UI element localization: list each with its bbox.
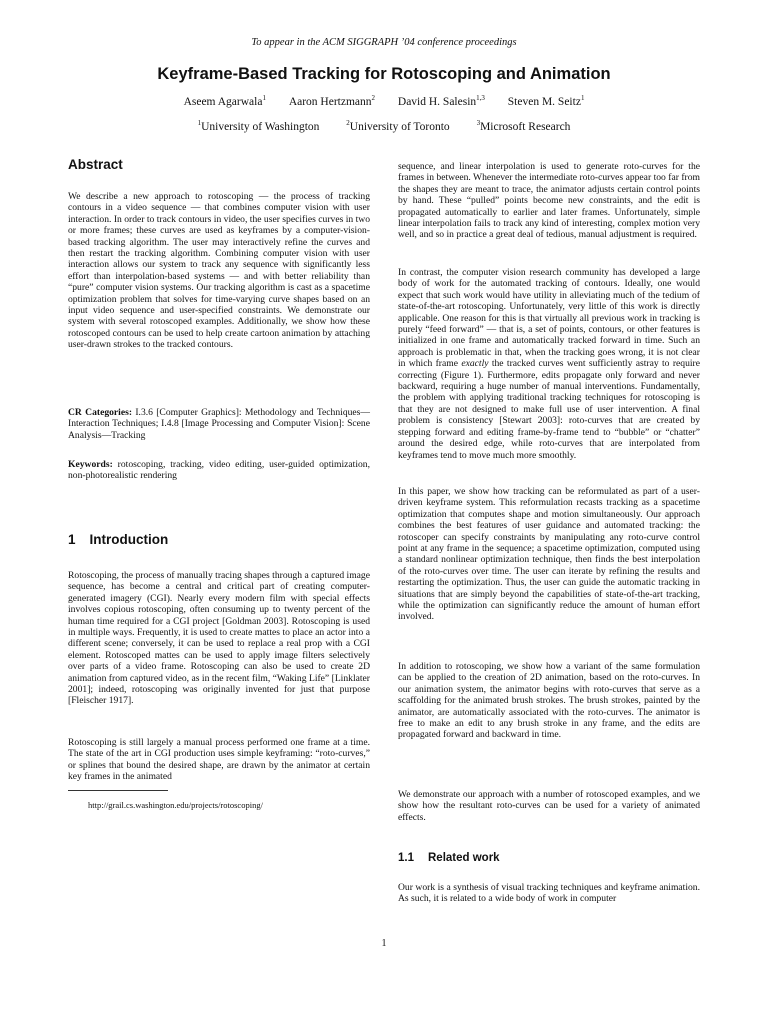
keywords-label: Keywords: xyxy=(68,459,113,470)
related-work-heading xyxy=(398,850,500,866)
page-number: 1 xyxy=(381,938,387,949)
subsection-title: Related work xyxy=(428,852,500,864)
author-2: Aaron Hertzmann$^2$ xyxy=(288,94,376,108)
right-paragraph-6: Our work is a synthesis of visual tracking techniques and keyframe animation. As such, it is related to a wide body of work in computer xyxy=(398,882,700,905)
author-list xyxy=(0,95,768,109)
keywords-text: rotoscoping, tracking, video editing, user-guided optimization, non-photorealistic rendering xyxy=(68,459,370,482)
intro-paragraph-2: Rotoscoping is still largely a manual process performed one frame at a time. The state of the art in CGI production uses simple keyframing: “roto-curves,” or splines that bound the desired shape, are drawn by the animator at certain key frames in the animated xyxy=(68,737,370,783)
intro-paragraph-1: Rotoscoping, the process of manually tracing shapes through a captured image sequence, has become a central and critical part of creating computer-generated imagery (CGI). Nearly every modern film with special effects involves copious rotoscoping, often consuming up to twenty percent of the human time required for a CGI project [Goldman 2003]. Rotoscoping is used in multiple ways. Frequently, it is used to create mattes to place an actor into a different scene; conversely, it can be used to replace a real prop with a CGI element. Rotoscoped mattes can be used to apply image filters selectively over parts of a video frame. Rotoscoping can also be used to create 2D animation from captured video, as in the recent film, “Waking Life” [Linklater 2001]; indeed, rotoscoping was originally invented for just that purpose [Fleischer 1917]. xyxy=(68,570,370,707)
cr-categories-text: I.3.6 [Computer Graphics]: Methodology and Techniques—Interaction Techniques; I.4.8 [Image Processing and Computer Vision]: Scene Analysis—Tracking xyxy=(68,407,370,441)
abstract-text: We describe a new approach to rotoscoping — the process of tracking contours in a video sequence — that combines computer vision with user interaction. In order to track contours in video, the user specifies curves in two or more frames; these curves are used as keyframes by a computer-vision-based tracking algorithm. The user may interactively refine the curves and then restart the tracking algorithm. Combining computer vision with user interaction allows our system to track any sequence with significantly less effort than interpolation-based systems — and with better reliability than “pure” computer vision systems. Our tracking algorithm is cast as a spacetime optimization problem that solves for time-varying curve shapes based on an input video sequence and user-specified constraints. We demonstrate our system with several rotoscoped examples. Additionally, we show how these rotoscoped contours can be used to help create cartoon animation by attaching user-drawn strokes to the tracked contours. xyxy=(68,191,370,351)
right-paragraph-3: In this paper, we show how tracking can be reformulated as part of a user-driven keyframe system. This reformulation recasts tracking as a spacetime optimization that computes shape and motion simultaneously. Our approach combines the best features of user guidance and automated tracking: the rotoscoper can specify constraints by manipulating any roto-curve control point at any frame in the sequence; a spacetime optimization, computed using a standard nonlinear optimization technique, then finds the best interpolation of the roto-curves over time. The user can iterate by refining the results and restarting the optimization. Thus, the user can guide the automatic tracking in situations that are simply beyond the capabilities of state-of-the-art tracking, while the optimization can significantly reduce the amount of human effort involved. xyxy=(398,486,700,623)
abstract-heading: Abstract xyxy=(68,157,123,172)
cr-categories xyxy=(68,407,370,441)
keywords xyxy=(68,459,370,482)
author-1: Aseem Agarwala$^1$ xyxy=(183,94,266,108)
right-paragraph-1: sequence, and linear interpolation is used to generate roto-curves for the frames in between. Whenever the intermediate roto-curves appear too far from the shapes they are meant to trace, the animator adjusts certain control points by hand. These “pulled” points become new constraints, and the edit is propagated automatically to earlier and later frames. Unfortunately, simple linear interpolation fails to track any kind of interesting, complex motion very well, and so in practice a great deal of tedious, manual adjustment is required. xyxy=(398,161,700,241)
affiliation-1: $^1$University of Washington xyxy=(197,119,320,133)
footnote-rule xyxy=(68,790,168,791)
section-number: 1 xyxy=(68,532,76,547)
right-paragraph-5: We demonstrate our approach with a number of rotoscoped examples, and we show how the resultant roto-curves can be used for a variety of animated effects. xyxy=(398,789,700,823)
affiliation-3: $^3$Microsoft Research xyxy=(476,119,571,133)
author-3: David H. Salesin$^{1,3}$ xyxy=(397,94,485,108)
right-paragraph-4: In addition to rotoscoping, we show how a variant of the same formulation can be applied to the creation of 2D animation, based on the roto-curves. In our animation system, the animator begins with roto-curves that serve as a scaffolding for the animated brush strokes. The brush strokes, painted by the animator, are automatically associated with the roto-curves. The animator is free to make an edit to any brush stroke in any frame, and the edits are propagated forward and backward in time. xyxy=(398,661,700,741)
footnote-url: http://grail.cs.washington.edu/projects/rotoscoping/ xyxy=(88,800,263,810)
emphasis-exactly: exactly xyxy=(461,358,489,370)
affiliation-list xyxy=(0,120,768,134)
paper-title: Keyframe-Based Tracking for Rotoscoping and Animation xyxy=(157,65,611,83)
introduction-heading xyxy=(68,531,168,549)
subsection-number: 1.1 xyxy=(398,852,414,864)
affiliation-2: $^2$University of Toronto xyxy=(346,119,450,133)
right-paragraph-2: In contrast, the computer vision research community has developed a large body of work for the automated tracking of contours. Ideally, one would expect that such work would have utility in alleviating much of the tedium of state-of-the-art rotoscoping. Unfortunately, very little of this work is directly applicable. One reason for this is that virtually all previous work in tracking is purely “feed forward” — that is, a set of points, contours, or other features is initialized in one frame and automatically tracked forward in time. Such an approach is problematic in that, when the tracking goes wrong, it is not clear in which frame exactly the tracked curves went sufficiently astray to require correcting (Figure 1). Furthermore, edits propagate only forward and never backward, requiring a huge number of manual interventions. Fundamentally, the problem with applying traditional tracking techniques for rotoscoping is that they are not designed to make full use of user intervention. A final problem is consistency [Stewart 2003]: roto-curves that are created by stepping forward and editing frame-by-frame tend to “bubble” or “chatter” around the desired edge, while roto-curves that are interpolated from keyframes tend to move much more smoothly. xyxy=(398,267,700,461)
section-title: Introduction xyxy=(89,532,169,547)
cr-categories-label: CR Categories: xyxy=(68,407,133,418)
author-4: Steven M. Seitz$^1$ xyxy=(507,94,585,108)
running-head: To appear in the ACM SIGGRAPH ’04 conference proceedings xyxy=(251,37,517,48)
